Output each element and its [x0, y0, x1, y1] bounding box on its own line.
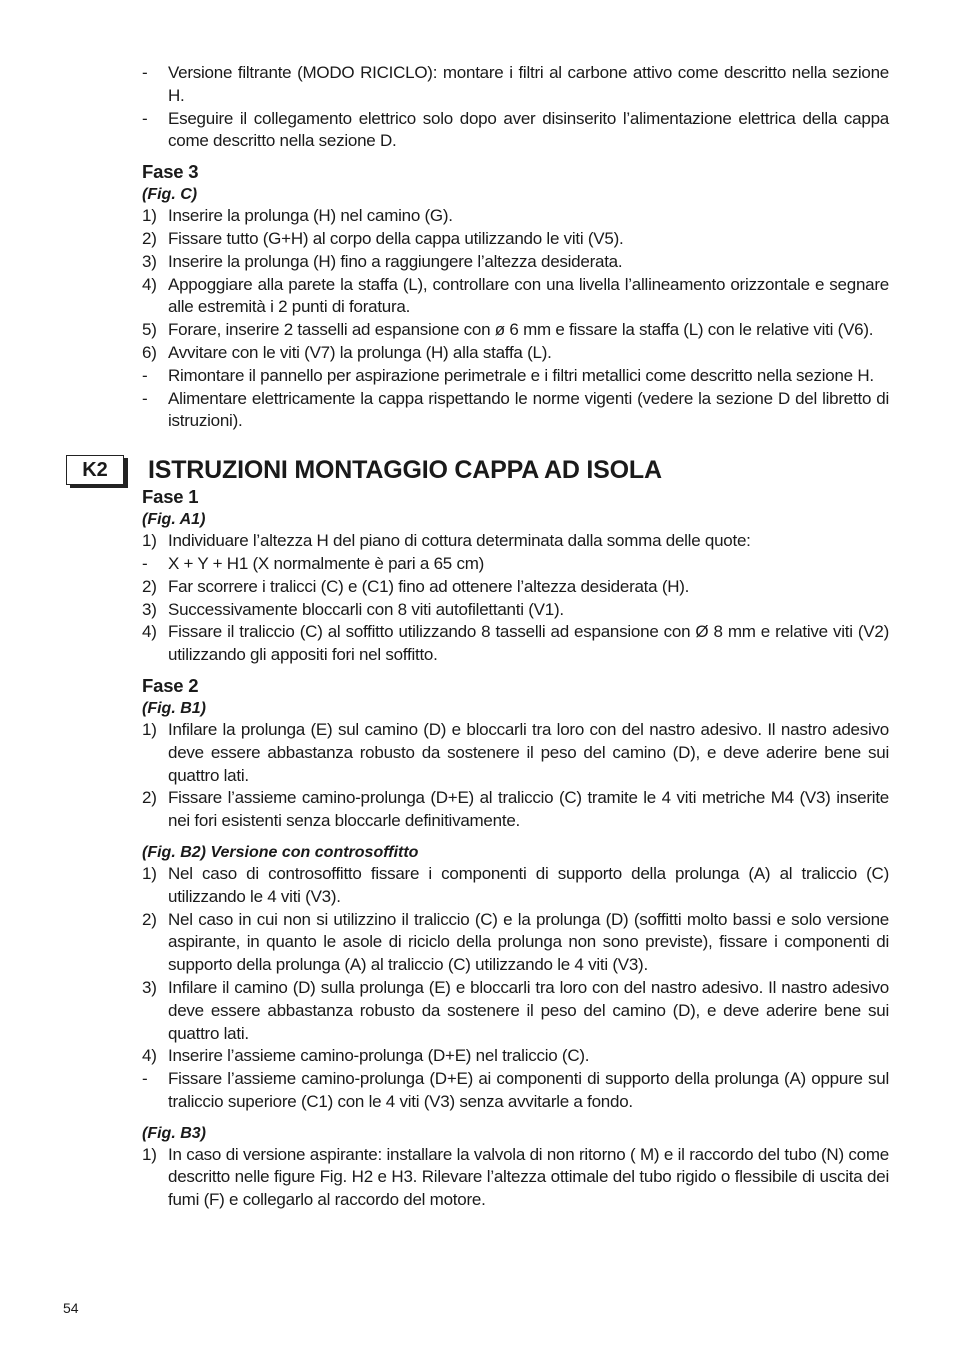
list-text: Fissare il traliccio (C) al soffitto utilizzando 8 tasselli ad espansione con Ø 8 mm e relative viti (V2) utilizzando gli appositi fori nel soffitto. — [168, 622, 889, 665]
section-badge: K2 — [66, 455, 124, 485]
list-text: Infilare la prolunga (E) sul camino (D) e bloccarli tra loro con del nastro adesivo. Il nastro adesivo deve essere abbastanza robusto da sostenere il peso del camino (D), e deve aderire bene sui quattro lati. — [168, 719, 889, 785]
section-title: ISTRUZIONI MONTAGGIO CAPPA AD ISOLA — [148, 456, 662, 485]
top-bullet-list — [142, 62, 889, 153]
list-item — [142, 388, 889, 434]
list-marker: 2) — [142, 228, 157, 248]
list-item — [142, 530, 889, 553]
list-item — [142, 1045, 889, 1068]
page-content — [82, 62, 889, 1212]
list-item — [142, 1144, 889, 1212]
list-text: Forare, inserire 2 tasselli ad espansione con ø 6 mm e fissare la staffa (L) con le relative viti (V6). — [168, 320, 874, 340]
list-marker: - — [142, 365, 148, 385]
list-text: Far scorrere i tralicci (C) e (C1) fino ad ottenere l’altezza desiderata (H). — [168, 576, 690, 596]
list-text: Fissare tutto (G+H) al corpo della cappa utilizzando le viti (V5). — [168, 228, 624, 248]
list-text: Fissare l’assieme camino-prolunga (D+E) ai componenti di supporto della prolunga (A) oppure sul traliccio superiore (C1) con le 4 viti (V3) senza avvitarle a fondo. — [168, 1069, 889, 1111]
list-item — [142, 342, 889, 365]
list-marker: 3) — [142, 599, 157, 619]
list-marker: 1) — [142, 719, 157, 739]
list-item — [142, 576, 889, 599]
fig-b2-list — [142, 863, 889, 1114]
list-marker: 6) — [142, 342, 157, 362]
list-marker: - — [142, 553, 148, 573]
fase1-list — [142, 530, 889, 667]
fase1-fig-ref: (Fig. A1) — [142, 511, 206, 529]
list-marker: - — [142, 63, 148, 82]
list-marker: 5) — [142, 320, 157, 340]
list-marker: 4) — [142, 1046, 157, 1066]
list-marker: - — [142, 388, 148, 408]
list-marker: 3) — [142, 251, 157, 271]
list-text: X + Y + H1 (X normalmente è pari a 65 cm) — [168, 553, 485, 573]
list-item — [142, 621, 889, 667]
list-text: Appoggiare alla parete la staffa (L), controllare con una livella l’allineamento orizzontale e segnare alle estremità i 2 punti di foratura. — [168, 274, 889, 317]
list-text: Alimentare elettricamente la cappa rispettando le norme vigenti (vedere la sezione D del libretto di istruzioni). — [168, 388, 889, 431]
list-marker: 3) — [142, 977, 157, 997]
fase1-heading: Fase 1 — [142, 486, 199, 508]
list-item — [142, 319, 889, 342]
list-marker: - — [142, 108, 148, 128]
list-marker: 1) — [142, 531, 157, 551]
fase3-list — [142, 205, 889, 433]
list-item — [142, 977, 889, 1045]
list-item — [142, 1068, 889, 1114]
fig-b1-ref: (Fig. B1) — [142, 699, 206, 717]
fig-b3-list — [142, 1144, 889, 1212]
list-text: Inserire la prolunga (H) fino a raggiungere l’altezza desiderata. — [168, 251, 623, 271]
list-item — [142, 108, 889, 154]
list-item — [142, 62, 889, 108]
list-marker: 4) — [142, 622, 157, 642]
list-item — [142, 599, 889, 622]
fig-b1-list — [142, 719, 889, 833]
list-item — [142, 909, 889, 977]
list-text: Fissare l’assieme camino-prolunga (D+E) al traliccio (C) tramite le 4 viti metriche M4 (V3) inserite nei fori esistenti senza bloccarle definitivamente. — [168, 788, 889, 831]
list-text: In caso di versione aspirante: installare la valvola di non ritorno ( M) e il raccordo del tubo (N) come descritto nelle figure Fig. H2 e H3. Rilevare l’altezza ottimale del tubo rigido o flessibile di uscita dei fumi (F) e collegarlo al raccordo del motore. — [168, 1144, 889, 1210]
list-text: Eseguire il collegamento elettrico solo dopo aver disinserito l’alimentazione elettrica della cappa come descritto nella sezione D. — [168, 108, 889, 151]
list-text: Individuare l’altezza H del piano di cottura determinata dalla somma delle quote: — [168, 531, 751, 551]
list-marker: 4) — [142, 274, 157, 294]
list-marker: 2) — [142, 788, 157, 808]
list-item — [142, 228, 889, 251]
list-text: Rimontare il pannello per aspirazione perimetrale e i filtri metallici come descritto nella sezione H. — [168, 365, 874, 385]
list-item — [142, 553, 889, 576]
page-number: 54 — [63, 1300, 79, 1316]
list-text: Versione filtrante (MODO RICICLO): montare i filtri al carbone attivo come descritto nella sezione H. — [168, 63, 889, 105]
list-item — [142, 787, 889, 833]
list-marker: 1) — [142, 863, 157, 883]
list-text: Nel caso di controsoffitto fissare i componenti di supporto della prolunga (A) al traliccio (C) utilizzando le 4 viti (V3). — [168, 863, 889, 906]
list-marker: 1) — [142, 1144, 157, 1164]
list-item — [142, 274, 889, 320]
section-header — [82, 451, 889, 485]
list-text: Inserire l’assieme camino-prolunga (D+E) nel traliccio (C). — [168, 1046, 590, 1066]
list-marker: 2) — [142, 576, 157, 596]
list-marker: 2) — [142, 909, 157, 929]
list-text: Successivamente bloccarli con 8 viti autofilettanti (V1). — [168, 599, 564, 619]
list-item — [142, 719, 889, 787]
list-text: Infilare il camino (D) sulla prolunga (E) e bloccarli tra loro con del nastro adesivo. Il nastro adesivo deve essere abbastanza robusto da sostenere il peso del camino (D), e deve aderire bene sui quattro lati. — [168, 977, 889, 1043]
fig-b2-ref: (Fig. B2) Versione con controsoffitto — [142, 843, 419, 861]
fig-b3-ref: (Fig. B3) — [142, 1124, 206, 1142]
list-marker: 1) — [142, 206, 157, 226]
list-item — [142, 205, 889, 228]
list-item — [142, 863, 889, 909]
fase3-heading: Fase 3 — [142, 161, 199, 183]
list-item — [142, 251, 889, 274]
list-text: Avvitare con le viti (V7) la prolunga (H) alla staffa (L). — [168, 342, 552, 362]
list-item — [142, 365, 889, 388]
fase2-heading: Fase 2 — [142, 674, 199, 696]
list-text: Nel caso in cui non si utilizzino il traliccio (C) e la prolunga (D) (soffitti molto bassi e solo versione aspirante, in quanto le asole di riciclo della prolunga non sono previste), fissare i componenti di supporto della prolunga (A) al traliccio (C) utilizzando le 4 viti (V3). — [168, 909, 889, 975]
list-marker: - — [142, 1069, 148, 1089]
fase3-fig-ref: (Fig. C) — [142, 186, 198, 204]
list-text: Inserire la prolunga (H) nel camino (G). — [168, 206, 453, 226]
